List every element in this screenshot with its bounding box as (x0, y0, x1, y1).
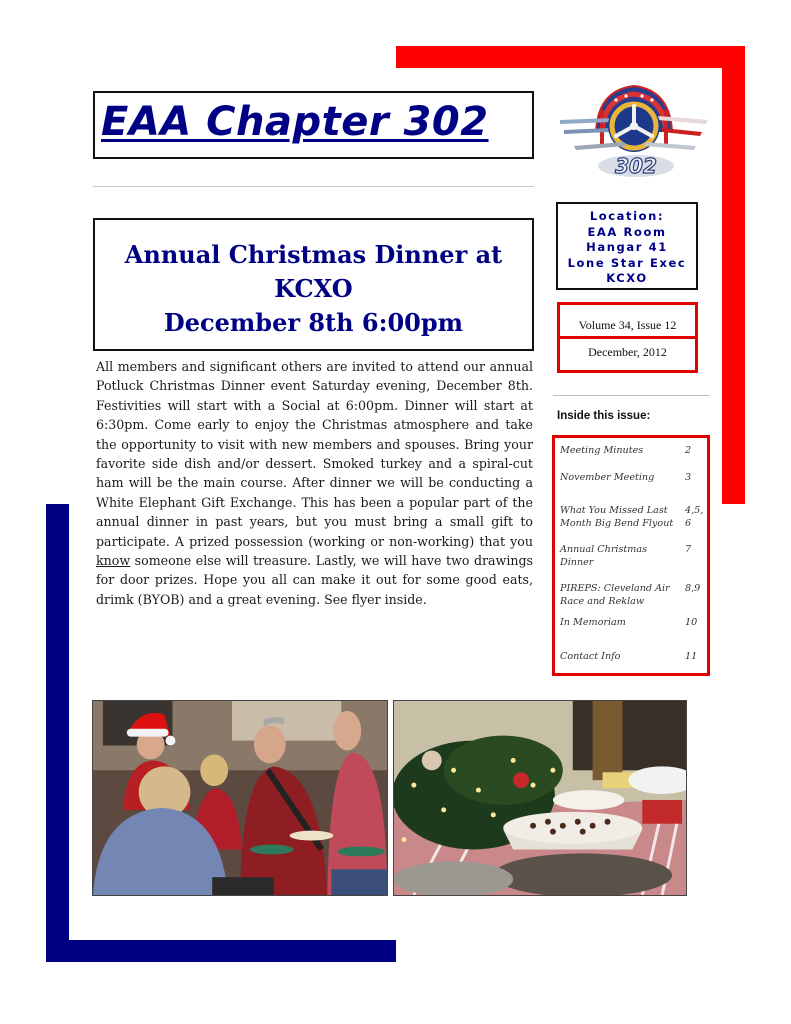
location-label: Location: (589, 209, 665, 223)
red-frame-bar-top (396, 46, 745, 68)
location-box (556, 202, 698, 290)
toc-item-label: In Memoriam (560, 617, 626, 628)
headline-box (93, 218, 534, 351)
table-of-contents (552, 435, 710, 676)
headline-line: Annual Christmas Dinner at (124, 240, 503, 269)
location-line: Hangar 41 (586, 240, 668, 254)
eaa-chapter-302-logo-icon (554, 80, 714, 180)
toc-item-label: Contact Info (560, 651, 621, 662)
toc-heading: Inside this issue: (557, 410, 651, 422)
svg-text:302: 302 (615, 154, 657, 178)
toc-item-page: 8,9 (685, 583, 701, 594)
toc-item-label: What You Missed Last Month Big Bend Flyout (560, 505, 674, 529)
toc-item-label: Annual Christmas Dinner (560, 544, 647, 568)
blue-frame-bar-bottom (46, 940, 396, 962)
article-text: All members and significant others are invited to attend our annual Potluck Christmas Dinner event Saturday evening, December 8th. Festivities will start with a Social at 6:00pm. Dinner will start at 6:30pm. Come early to enjoy the Christmas atmosphere and take the opportunity to visit with new members and spouses. Bring your favorite side dish and/or dessert. Smoked turkey and a spiral-cut ham will be the main course. After dinner we will be conducting a White Elephant Gift Exchange. This has been a popular part of the annual dinner in past years, but you must bring a small gift to participate. A prized possession (working or non-working) that you (96, 359, 533, 549)
photo-buffet-line (92, 700, 388, 896)
toc-item-label: November Meeting (560, 472, 655, 483)
photo-dessert-table (393, 700, 687, 896)
toc-item-page: 10 (685, 617, 698, 628)
article-text: someone else will treasure. Lastly, we will have two drawings for door prizes. Hope you all can make it out for some good eats, drimk (BYOB) and a great evening. See flyer inside. (96, 553, 533, 607)
masthead (93, 91, 534, 159)
location-line: KCXO (606, 271, 648, 285)
issue-date: December, 2012 (557, 336, 698, 373)
blue-frame-bar-left (46, 504, 69, 962)
toc-item-page: 11 (685, 651, 698, 662)
location-line: EAA Room (587, 224, 667, 239)
toc-item-page: 2 (685, 445, 692, 456)
location-line: Lone Star Exec (567, 255, 687, 270)
volume-issue: Volume 34, Issue 12 (557, 302, 698, 339)
toc-item-label: Meeting Minutes (560, 445, 644, 456)
toc-item-page: 7 (685, 544, 692, 555)
divider (93, 186, 534, 187)
article-body (96, 357, 533, 609)
red-frame-bar-right (722, 46, 745, 504)
headline-line: December 8th 6:00pm (163, 308, 464, 337)
headline-line: KCXO (274, 274, 353, 303)
newsletter-title: EAA Chapter 302 (101, 99, 489, 145)
toc-item-label: PIREPS: Cleveland Air Race and Reklaw (560, 583, 670, 607)
divider (553, 395, 710, 396)
toc-item-page: 4,5, 6 (685, 505, 704, 529)
article-emphasis: know (96, 553, 131, 569)
toc-item-page: 3 (685, 472, 692, 483)
